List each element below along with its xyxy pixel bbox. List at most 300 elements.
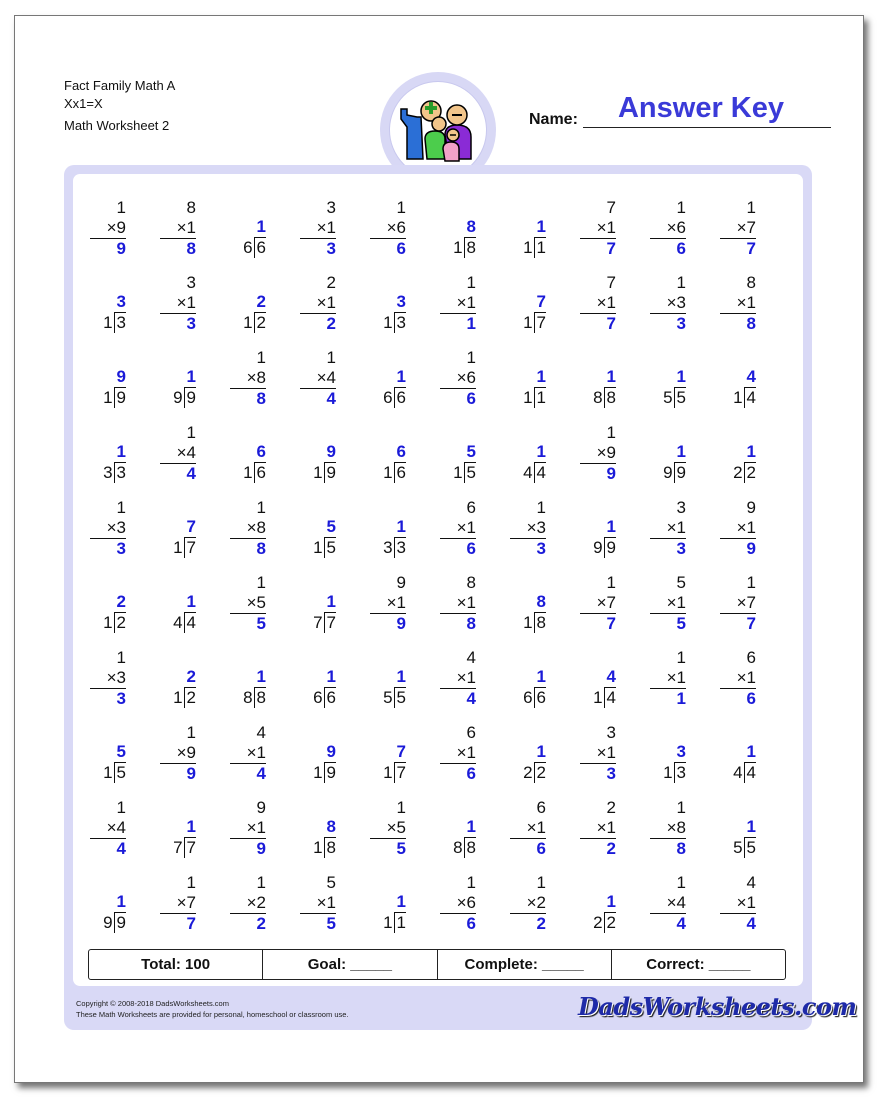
dividend: 7 (394, 762, 406, 783)
dividend: 9 (604, 537, 616, 558)
multiplier: ×2 (246, 893, 266, 912)
copyright-block (76, 998, 349, 1020)
quotient-answer: 7 (536, 292, 546, 311)
quotient-answer: 9 (326, 742, 336, 761)
divisor: 1 (453, 238, 463, 257)
multiplier: ×7 (736, 218, 756, 237)
multiplication-problem (650, 198, 686, 259)
division-bracket (580, 912, 616, 933)
multiplicand: 5 (676, 573, 686, 592)
division-problem (90, 592, 126, 633)
quotient-answer: 8 (536, 592, 546, 611)
multiplicand: 5 (326, 873, 336, 892)
division-bracket (370, 387, 406, 408)
multiplication-problem (370, 198, 406, 259)
multiplication-problem (440, 273, 476, 334)
division-bracket (440, 237, 476, 258)
division-problem (300, 517, 336, 558)
division-bracket (160, 612, 196, 633)
quotient-answer: 3 (116, 292, 126, 311)
multiplier: ×5 (386, 818, 406, 837)
multiplication-problem (160, 423, 196, 484)
dividend: 1 (394, 912, 406, 933)
product-answer: 3 (160, 313, 196, 334)
divisor: 1 (523, 388, 533, 407)
dividend: 2 (254, 312, 266, 333)
dividend: 6 (394, 387, 406, 408)
dividend: 2 (744, 462, 756, 483)
division-problem (720, 367, 756, 408)
division-problem (440, 442, 476, 483)
multiplication-problem (650, 648, 686, 709)
dividend: 8 (464, 837, 476, 858)
dividend: 6 (324, 687, 336, 708)
multiplicand: 1 (116, 198, 126, 217)
division-problem (160, 667, 196, 708)
multiplicand: 3 (676, 498, 686, 517)
product-answer: 4 (160, 463, 196, 484)
division-problem (580, 667, 616, 708)
multiplier: ×1 (386, 593, 406, 612)
product-answer: 7 (160, 913, 196, 934)
quotient-answer: 1 (676, 442, 686, 461)
division-problem (580, 892, 616, 933)
division-bracket (720, 462, 756, 483)
quotient-answer: 1 (536, 367, 546, 386)
dividend: 7 (534, 312, 546, 333)
quotient-answer: 1 (116, 442, 126, 461)
multiplier: ×1 (666, 668, 686, 687)
multiplication-problem (300, 348, 336, 409)
multiplicand: 1 (256, 873, 266, 892)
division-problem (90, 367, 126, 408)
quotient-answer: 7 (396, 742, 406, 761)
product-answer: 7 (580, 238, 616, 259)
multiplier: ×1 (596, 218, 616, 237)
product-answer: 6 (440, 388, 476, 409)
dividend: 5 (674, 387, 686, 408)
product-answer: 6 (510, 838, 546, 859)
divisor: 9 (173, 388, 183, 407)
dividend: 1 (534, 237, 546, 258)
dividend: 2 (114, 612, 126, 633)
product-answer: 5 (230, 613, 266, 634)
multiplicand: 7 (606, 198, 616, 217)
division-bracket (300, 837, 336, 858)
dividend: 6 (254, 237, 266, 258)
division-problem (370, 367, 406, 408)
product-answer: 8 (160, 238, 196, 259)
product-answer: 4 (650, 913, 686, 934)
multiplication-problem (720, 198, 756, 259)
dividend: 4 (744, 762, 756, 783)
quotient-answer: 1 (396, 517, 406, 536)
dividend: 3 (114, 462, 126, 483)
multiplication-problem (510, 498, 546, 559)
multiplicand: 2 (606, 798, 616, 817)
dividend: 8 (534, 612, 546, 633)
copyright-text: Copyright © 2008-2018 DadsWorksheets.com (76, 999, 229, 1008)
division-problem (90, 292, 126, 333)
division-problem (370, 892, 406, 933)
division-problem (300, 742, 336, 783)
dividend: 5 (324, 537, 336, 558)
divisor: 1 (173, 538, 183, 557)
multiplier: ×3 (106, 518, 126, 537)
multiplier: ×4 (176, 443, 196, 462)
multiplier: ×3 (106, 668, 126, 687)
division-bracket (720, 762, 756, 783)
multiplier: ×8 (666, 818, 686, 837)
multiplicand: 1 (256, 348, 266, 367)
multiplicand: 1 (466, 273, 476, 292)
quotient-answer: 1 (116, 892, 126, 911)
quotient-answer: 1 (606, 367, 616, 386)
divisor: 1 (103, 613, 113, 632)
division-problem (230, 442, 266, 483)
division-bracket (160, 687, 196, 708)
divisor: 1 (313, 838, 323, 857)
multiplier: ×6 (456, 368, 476, 387)
division-bracket (300, 687, 336, 708)
dividend: 6 (534, 687, 546, 708)
multiplicand: 3 (606, 723, 616, 742)
multiplication-problem (650, 273, 686, 334)
multiplication-problem (440, 723, 476, 784)
multiplication-problem (370, 798, 406, 859)
division-problem (300, 592, 336, 633)
multiplication-problem (650, 798, 686, 859)
divisor: 1 (173, 688, 183, 707)
multiplicand: 8 (746, 273, 756, 292)
multiplicand: 4 (746, 873, 756, 892)
product-answer: 2 (580, 838, 616, 859)
divisor: 1 (593, 688, 603, 707)
quotient-answer: 1 (396, 367, 406, 386)
multiplicand: 3 (186, 273, 196, 292)
dividend: 5 (464, 462, 476, 483)
multiplication-problem (510, 873, 546, 934)
product-answer: 3 (650, 538, 686, 559)
multiplication-problem (230, 348, 266, 409)
division-bracket (160, 387, 196, 408)
multiplicand: 1 (676, 648, 686, 667)
dividend: 8 (254, 687, 266, 708)
multiplication-problem (440, 498, 476, 559)
multiplicand: 1 (746, 573, 756, 592)
quotient-answer: 1 (256, 667, 266, 686)
dividend: 2 (184, 687, 196, 708)
quotient-answer: 1 (746, 817, 756, 836)
multiplier: ×5 (246, 593, 266, 612)
quotient-answer: 1 (536, 217, 546, 236)
multiplication-problem (720, 873, 756, 934)
multiplier: ×1 (596, 293, 616, 312)
division-bracket (90, 912, 126, 933)
division-problem (370, 292, 406, 333)
quotient-answer: 8 (326, 817, 336, 836)
quotient-answer: 2 (256, 292, 266, 311)
multiplication-problem (580, 423, 616, 484)
multiplication-problem (160, 273, 196, 334)
quotient-answer: 1 (536, 667, 546, 686)
multiplication-problem (160, 198, 196, 259)
multiplier: ×7 (596, 593, 616, 612)
quotient-answer: 3 (676, 742, 686, 761)
product-answer: 3 (650, 313, 686, 334)
dividend: 6 (394, 462, 406, 483)
division-problem (650, 442, 686, 483)
multiplicand: 8 (466, 573, 476, 592)
multiplicand: 1 (186, 873, 196, 892)
divisor: 1 (243, 463, 253, 482)
multiplication-problem (90, 498, 126, 559)
multiplier: ×1 (736, 893, 756, 912)
multiplication-problem (650, 573, 686, 634)
multiplication-problem (650, 873, 686, 934)
product-answer: 3 (90, 688, 126, 709)
multiplier: ×4 (106, 818, 126, 837)
product-answer: 7 (720, 238, 756, 259)
multiplicand: 9 (396, 573, 406, 592)
multiplication-problem (160, 723, 196, 784)
quotient-answer: 1 (746, 442, 756, 461)
product-answer: 3 (300, 238, 336, 259)
multiplicand: 1 (116, 648, 126, 667)
divisor: 1 (523, 238, 533, 257)
division-bracket (370, 462, 406, 483)
product-answer: 4 (300, 388, 336, 409)
division-bracket (370, 762, 406, 783)
multiplication-problem (650, 498, 686, 559)
division-bracket (510, 687, 546, 708)
quotient-answer: 9 (326, 442, 336, 461)
division-problem (650, 742, 686, 783)
product-answer: 5 (650, 613, 686, 634)
quotient-answer: 4 (606, 667, 616, 686)
multiplication-problem (90, 198, 126, 259)
multiplication-problem (510, 798, 546, 859)
product-answer: 7 (720, 613, 756, 634)
division-bracket (230, 462, 266, 483)
divisor: 1 (663, 763, 673, 782)
quotient-answer: 9 (116, 367, 126, 386)
multiplier: ×1 (596, 743, 616, 762)
divisor: 1 (383, 763, 393, 782)
division-problem (160, 517, 196, 558)
brand-logo: DadsWorksheets.com (578, 992, 857, 1021)
division-problem (440, 217, 476, 258)
product-answer: 7 (580, 313, 616, 334)
divisor: 1 (453, 463, 463, 482)
product-answer: 8 (230, 538, 266, 559)
multiplicand: 7 (606, 273, 616, 292)
division-problem (580, 367, 616, 408)
quotient-answer: 1 (396, 667, 406, 686)
division-bracket (510, 237, 546, 258)
divisor: 1 (313, 463, 323, 482)
multiplication-problem (580, 198, 616, 259)
product-answer: 1 (650, 688, 686, 709)
quotient-answer: 1 (186, 592, 196, 611)
quotient-answer: 1 (186, 817, 196, 836)
multiplier: ×6 (666, 218, 686, 237)
multiplier: ×7 (176, 893, 196, 912)
multiplier: ×9 (596, 443, 616, 462)
divisor: 4 (173, 613, 183, 632)
product-answer: 4 (440, 688, 476, 709)
product-answer: 2 (230, 913, 266, 934)
multiplier: ×4 (316, 368, 336, 387)
multiplier: ×2 (526, 893, 546, 912)
quotient-answer: 1 (466, 817, 476, 836)
dividend: 3 (394, 312, 406, 333)
divisor: 1 (383, 313, 393, 332)
divisor: 8 (593, 388, 603, 407)
product-answer: 2 (510, 913, 546, 934)
multiplication-problem (440, 348, 476, 409)
multiplication-problem (440, 573, 476, 634)
division-bracket (90, 462, 126, 483)
multiplier: ×1 (176, 293, 196, 312)
multiplicand: 6 (536, 798, 546, 817)
product-answer: 9 (160, 763, 196, 784)
total-count: Total: 100 (141, 956, 211, 973)
product-answer: 6 (440, 913, 476, 934)
division-bracket (580, 687, 616, 708)
division-problem (510, 217, 546, 258)
divisor: 8 (243, 688, 253, 707)
divisor: 9 (103, 913, 113, 932)
multiplicand: 1 (536, 498, 546, 517)
multiplication-problem (440, 648, 476, 709)
multiplier: ×1 (666, 593, 686, 612)
multiplier: ×1 (456, 518, 476, 537)
dividend: 9 (184, 387, 196, 408)
multiplicand: 1 (536, 873, 546, 892)
product-answer: 4 (720, 913, 756, 934)
product-answer: 6 (370, 238, 406, 259)
division-bracket (650, 387, 686, 408)
quotient-answer: 1 (186, 367, 196, 386)
quotient-answer: 3 (396, 292, 406, 311)
division-problem (440, 817, 476, 858)
multiplicand: 1 (606, 573, 616, 592)
division-bracket (510, 387, 546, 408)
quotient-answer: 1 (746, 742, 756, 761)
product-answer: 4 (230, 763, 266, 784)
divisor: 1 (103, 313, 113, 332)
divisor: 1 (733, 388, 743, 407)
divisor: 7 (313, 613, 323, 632)
quotient-answer: 5 (116, 742, 126, 761)
division-problem (230, 667, 266, 708)
multiplication-problem (90, 798, 126, 859)
name-label: Name: (529, 111, 578, 128)
multiplication-problem (580, 723, 616, 784)
dividend: 9 (114, 912, 126, 933)
dividend: 3 (394, 537, 406, 558)
product-answer: 5 (300, 913, 336, 934)
multiplier: ×3 (666, 293, 686, 312)
dividend: 4 (184, 612, 196, 633)
division-bracket (650, 462, 686, 483)
quotient-answer: 1 (606, 892, 616, 911)
multiplication-problem (440, 873, 476, 934)
division-problem (510, 367, 546, 408)
dividend: 5 (394, 687, 406, 708)
product-answer: 4 (90, 838, 126, 859)
multiplier: ×9 (176, 743, 196, 762)
multiplier: ×8 (246, 368, 266, 387)
quotient-answer: 1 (326, 592, 336, 611)
division-bracket (720, 837, 756, 858)
multiplier: ×9 (106, 218, 126, 237)
division-problem (370, 442, 406, 483)
fact-family-icon (395, 91, 481, 171)
multiplication-problem (230, 498, 266, 559)
division-problem (160, 817, 196, 858)
multiplier: ×1 (176, 218, 196, 237)
product-answer: 3 (510, 538, 546, 559)
product-answer: 9 (370, 613, 406, 634)
quotient-answer: 6 (256, 442, 266, 461)
multiplicand: 1 (256, 498, 266, 517)
multiplier: ×4 (666, 893, 686, 912)
multiplier: ×1 (596, 818, 616, 837)
divisor: 8 (453, 838, 463, 857)
goal-field: Goal: _____ (262, 950, 436, 979)
multiplicand: 1 (116, 498, 126, 517)
multiplication-problem (580, 573, 616, 634)
division-problem (510, 742, 546, 783)
product-answer: 8 (650, 838, 686, 859)
division-bracket (580, 537, 616, 558)
division-bracket (90, 762, 126, 783)
multiplicand: 9 (256, 798, 266, 817)
dividend: 8 (324, 837, 336, 858)
division-bracket (160, 837, 196, 858)
multiplicand: 1 (676, 198, 686, 217)
multiplier: ×8 (246, 518, 266, 537)
division-problem (720, 442, 756, 483)
multiplication-problem (370, 573, 406, 634)
divisor: 7 (173, 838, 183, 857)
name-line (583, 127, 831, 128)
quotient-answer: 5 (466, 442, 476, 461)
multiplicand: 1 (606, 423, 616, 442)
quotient-answer: 1 (536, 742, 546, 761)
divisor: 1 (383, 463, 393, 482)
multiplication-problem (300, 873, 336, 934)
division-problem (510, 442, 546, 483)
division-bracket (510, 312, 546, 333)
divisor: 1 (103, 763, 113, 782)
usage-note: These Math Worksheets are provided for personal, homeschool or classroom use. (76, 1010, 349, 1019)
multiplication-problem (300, 198, 336, 259)
division-bracket (90, 612, 126, 633)
division-problem (720, 742, 756, 783)
division-bracket (370, 312, 406, 333)
division-problem (720, 817, 756, 858)
quotient-answer: 4 (746, 367, 756, 386)
product-answer: 1 (440, 313, 476, 334)
product-answer: 6 (650, 238, 686, 259)
multiplication-problem (580, 798, 616, 859)
multiplicand: 4 (256, 723, 266, 742)
dividend: 9 (114, 387, 126, 408)
divisor: 4 (523, 463, 533, 482)
